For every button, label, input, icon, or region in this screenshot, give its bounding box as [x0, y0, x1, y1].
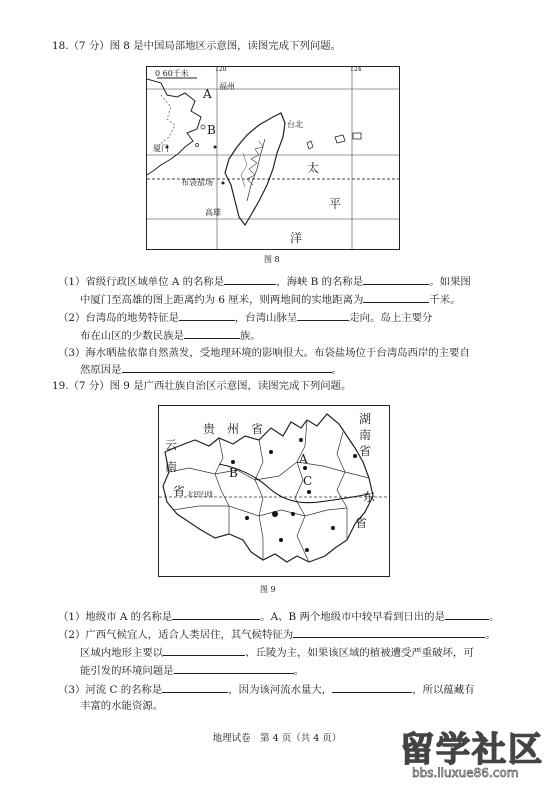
watermark: [400, 722, 550, 784]
q19-text: （1）地级市 A 的名称是: [58, 611, 173, 623]
guangxi-map: [158, 405, 390, 577]
q19-text: 。: [485, 629, 496, 641]
q19-part1-line1: [58, 609, 499, 624]
label-nan: 南: [165, 460, 178, 474]
q18-part1-line1: [58, 274, 471, 289]
q18-text: （1）省级行政区域单位 A 的名称是: [58, 276, 225, 288]
q19-text: 能引发的环境问题是: [80, 665, 174, 677]
map-lines: [147, 67, 399, 249]
answer-blank[interactable]: [174, 663, 294, 674]
q18-part1-line2: [80, 292, 461, 307]
label-hunan-1: 湖: [359, 412, 372, 426]
q19-text: 。: [293, 665, 304, 677]
q19-text: （3）河流 C 的名称是: [58, 684, 163, 696]
q19-part2-line3: [80, 663, 304, 678]
label-ping: 平: [329, 197, 342, 211]
q19-text: ，因为该河流水量大，: [228, 684, 333, 696]
answer-blank[interactable]: [162, 682, 228, 693]
answer-blank[interactable]: [122, 362, 332, 373]
answer-blank[interactable]: [297, 310, 349, 321]
label-fuzhou: 福州: [219, 82, 235, 91]
label-hunan-2: 南: [359, 428, 372, 442]
q19-text: （2）广西气候宜人，适合人类居住，其气候特征为: [58, 629, 294, 641]
label-yun: 云: [165, 438, 178, 452]
answer-blank[interactable]: [332, 682, 412, 693]
q19-text: 区域内地形主要以: [80, 647, 164, 659]
label-sheng-left: 省: [173, 484, 186, 498]
watermark-logo: 留学社区: [400, 730, 544, 770]
q18-text: 千米。: [429, 294, 461, 306]
question-18-header: 18.（7 分）图 8 是中国局部地区示意图，读图完成下列问题。: [52, 40, 342, 52]
q18-text: （2）台湾岛的地势特征是: [58, 312, 179, 324]
q19-text: 。A、B 两个地级市中较早看到日出的是: [260, 611, 445, 623]
label-river-c: C: [303, 474, 313, 488]
china-regional-map: [146, 66, 400, 250]
figure-8-caption: 图 8: [264, 255, 280, 264]
label-hunan-3: 省: [359, 444, 372, 458]
q19-text: ，所以蕴藏有: [412, 684, 475, 696]
label-yang: 洋: [290, 231, 303, 245]
q18-text: 族。: [239, 330, 261, 342]
label-budai: 布袋盐场: [181, 178, 213, 187]
answer-blank[interactable]: [363, 274, 429, 285]
label-city-b: B: [229, 466, 238, 480]
page-footer: 地理试卷 第 4 页（共 4 页）: [212, 733, 342, 744]
q18-text: 中厦门至高雄的图上距离约为 6 厘米，则两地间的实地距离为: [80, 294, 364, 306]
label-tai: 太: [307, 161, 320, 175]
q19-part3-line2: 丰富的水能资源。: [80, 700, 164, 712]
label-dong: 东: [363, 490, 376, 504]
q18-part3-line1: （3）海水晒盐依靠自然蒸发，受地理环境的影响很大。布袋盐场位于台湾岛西岸的主要自: [58, 347, 470, 359]
label-gaoxiong: 高雄: [205, 208, 221, 217]
map-scale-label: 0 60千米: [155, 69, 189, 78]
longitude-tick-124: 124: [350, 66, 362, 73]
watermark-url: bbs.liuxue86.com: [412, 766, 519, 780]
label-b: B: [207, 123, 216, 137]
label-guizhou: 贵 州 省: [203, 422, 264, 436]
q18-text: 然原因是: [80, 364, 122, 376]
label-a: A: [203, 87, 212, 101]
q18-text: ，台湾山脉呈: [234, 312, 298, 324]
label-taibei: 台北: [287, 120, 303, 129]
answer-blank[interactable]: [179, 310, 235, 321]
answer-blank[interactable]: [184, 328, 240, 339]
q19-text: 、丘陵为主，如果该区域的植被遭受严重破坏，可: [245, 647, 474, 659]
label-tropic: 北回归线: [187, 490, 213, 498]
q18-part2-line2: [80, 328, 261, 343]
longitude-tick-120: 120: [215, 66, 227, 73]
label-sheng-right: 省: [355, 516, 368, 530]
answer-blank[interactable]: [163, 645, 245, 656]
answer-blank[interactable]: [172, 609, 260, 620]
label-xiamen: 厦门: [153, 144, 169, 153]
question-19-header: 19.（7 分）图 9 是广西壮族自治区示意图，读图完成下列问题。: [52, 380, 352, 392]
answer-blank[interactable]: [293, 627, 485, 638]
answer-blank[interactable]: [224, 274, 276, 285]
figure-9-caption: 图 9: [260, 585, 276, 594]
answer-blank[interactable]: [363, 292, 429, 303]
q18-text: 布在山区的少数民族是: [80, 330, 184, 342]
q19-part3-line1: [58, 682, 475, 697]
label-city-a: A: [299, 452, 308, 466]
q19-part2-line1: [58, 627, 496, 642]
q18-text: 。: [331, 364, 342, 376]
q19-text: 。: [488, 611, 500, 623]
q19-part2-line2: [80, 645, 474, 660]
q18-text: 走向。岛上主要分: [349, 312, 433, 324]
q18-part3-line2: [80, 362, 342, 377]
q18-text: ，海峡 B 的名称是: [276, 276, 364, 288]
q18-text: 。如果图: [429, 276, 471, 288]
answer-blank[interactable]: [445, 609, 489, 620]
q18-part2-line1: [58, 310, 432, 325]
